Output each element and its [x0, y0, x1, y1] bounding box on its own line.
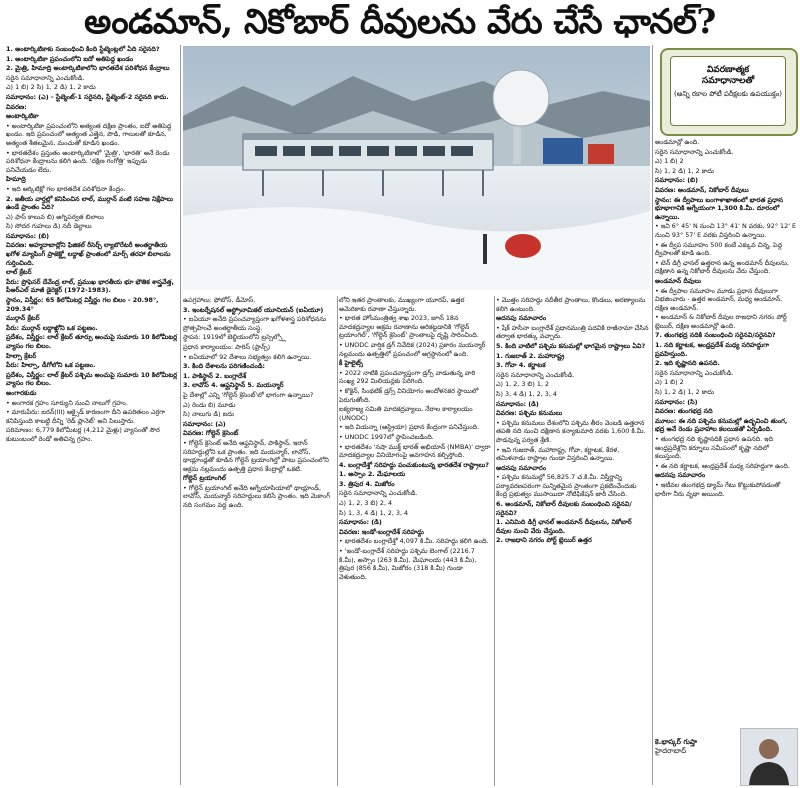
- article-paragraph: సి) 1, 2 డి) 1, 2 కాదు: [655, 166, 714, 175]
- article-paragraph: ఎ) 1, 2, 3 బి) 2, 4: [339, 499, 393, 508]
- article-paragraph: • భారతదేశం బంగ్లాదేశ్తో 4,097 కి.మీ. సరిహద్దు కలిగి ఉంది.: [339, 537, 489, 546]
- article-paragraph: 3. త్రిపుర 4. మిజోరం: [339, 479, 395, 488]
- article-paragraph: 5. కింది వాటిలో పశ్చిమ కనుమల్లో భాగమైన రాష్ట్రాలు ఏవి?: [496, 341, 646, 350]
- article-paragraph: 3. లావోస్ 4. ఆఫ్ఘనిస్థాన్ 5. మయన్మార్: [183, 381, 284, 390]
- article-paragraph: సమాధానం: (సి): [655, 397, 698, 406]
- article-paragraph: సి) 1, 3, 4 డి) 1, 2, 3, 4: [339, 508, 409, 517]
- article-paragraph: లాల్ క్రేటర్: [6, 268, 32, 277]
- article-paragraph: ఎ) 1 బి) 2: [655, 378, 684, 387]
- article-paragraph: • మొత్తం సరిహద్దు నదీతీర ప్రాంతాలు, కొండలు, అరణ్యాలను కలిగి ఉంటుంది.: [496, 296, 646, 313]
- article-paragraph: సరైన సమాధానాన్ని ఎంచుకోండి.: [6, 73, 85, 82]
- article-paragraph: పేరు: హిల్సా, డీగోలోని ఒక పట్టణం.: [6, 361, 96, 370]
- article-paragraph: 1. ఎనిమిది డిగ్రీ ఛానల్ అండమాన్ దీవులను, నికోబార్ దీవుల నుంచి వేరు చేస్తుంది.: [496, 518, 632, 535]
- badge-line-1: వివరణాత్మక: [706, 65, 750, 75]
- article-paragraph: 3. ఇంటర్నేషనల్ ఆస్ట్రోనామికల్ యూనియన్ (ఐఏయూ): [183, 305, 324, 314]
- article-paragraph: • పశ్చిమ కనుమల్లో 56,825.7 చ.కి.మీ. విస్తీర్ణాన్ని పర్యావరణపరంగా సున్నితమైన ప్రాంతంగా ప్రకటించేందుకు కేంద్ర ప్రభుత్వం ముసాయిదా నోటిఫికేషన్ జారీ చేసింది.: [496, 473, 637, 499]
- article-paragraph: 1. గుజరాత్ 2. మహారాష్ట్ర: [496, 351, 565, 360]
- antarctic-station-photo: [183, 46, 650, 290]
- article-paragraph: 3. కింది దేశాలను పరిగణించండి:: [183, 362, 265, 371]
- article-paragraph: • భారతదేశం ప్రస్తుతం అంటార్కిటికాలో 'మైత్రి', 'భారతి' అనే రెండు పరిశోధనా కేంద్రాలను కలిగి ఉంది. 'దక్షిణ గంగోత్రి' ఇప్పుడు పనిచేయడం లేదు.: [6, 148, 170, 174]
- article-paragraph: కీ హైలైట్స్: [339, 359, 363, 368]
- article-paragraph: • ఇటీవల తుంగభద్ర డ్యామ్ గేటు కొట్టుకుపోవడంతో భారీగా నీరు వృథా అయింది.: [655, 480, 781, 498]
- article-paragraph: సరైన సమాధానాన్ని ఎంచుకోండి.: [655, 368, 734, 377]
- author-place: హైదరాబాద్: [655, 747, 687, 755]
- article-paragraph: సమాధానం: (ఎ) - స్టేట్మెంట్-1 సరైనది, స్టేట్మెంట్-2 సరైనది కాదు.: [6, 92, 169, 101]
- article-paragraph: ఎ) 1 బి) 2 సి) 1, 2 డి) 1, 2 కాదు: [6, 83, 96, 92]
- article-paragraph: సరైన సమాధానాన్ని ఎంచుకోండి.: [496, 370, 575, 379]
- article-paragraph: సి) 3, 4 డి) 1, 2, 3, 4: [496, 389, 557, 398]
- column-4: [496, 296, 649, 786]
- article-paragraph: • మారుపేరు: ఐరన్(III) ఆక్సైడ్ కారణంగా దీని ఉపరితలం ఎర్రగా కనిపిస్తుంది కాబట్టి దీన్ని 'రెడ్ ప్లానెట్' అని పిలుస్తారు.: [6, 408, 166, 425]
- article-paragraph: • ఐఏయూ అనేది ప్రపంచవ్యాప్తంగా ఖగోళశాస్త్ర పరిశోధనను ప్రోత్సహించే అంతర్జాతీయ సంస్థ.: [183, 315, 327, 332]
- author-photo: [740, 728, 798, 786]
- article-paragraph: • గోల్డెన్ క్రెసెంట్ అనేది ఆఫ్ఘనిస్థాన్, పాకిస్థాన్, ఇరాన్ సరిహద్దుల్లోని ఒక ప్రాంతం. ఇది మయన్మార్, లావోస్, థాయ్లాండ్లతో కూడిన గోల్డెన్ ట్రయాంగిల్తో పాటు ప్రపంచంలోని అక్రమ నల్లమందు ఉత్పత్తి ప్రధాన కేంద్రాల్లో ఒకటి.: [183, 438, 329, 473]
- article-paragraph: అంటార్కిటికా: [6, 112, 39, 121]
- article-paragraph: • అండమాన్ & నికోబార్ దీవుల రాజధాని నగరం పోర్ట్ బ్లెయిర్, దక్షిణ అండమాన్లో ఉంది.: [655, 313, 787, 330]
- article-paragraph: 3. గోవా 4. కర్ణాటక: [496, 361, 546, 370]
- article-paragraph: సరైన సమాధానాన్ని ఎంచుకోండి.: [339, 489, 418, 498]
- article-paragraph: 6. అండమాన్, నికోబార్ దీవులకు సంబంధించి సరైనవి/సరైనవి?: [496, 500, 632, 517]
- article-paragraph: • 2022 నాటికి ప్రపంచవ్యాప్తంగా డ్రగ్స్ వాడుతున్న వారి సంఖ్య 292 మిలియన్లకు పెరిగింది.: [339, 368, 476, 386]
- article-paragraph: • ఇవి గుజరాత్, మహారాష్ట్ర, గోవా, కర్ణాటక, కేరళ, తమిళనాడు రాష్ట్రాల గుండా విస్తరించి ఉన్నాయి.: [496, 445, 620, 463]
- article-paragraph: పేరు: ముర్గాన్ లద్దాఖ్లోని ఒక పట్టణం.: [6, 323, 98, 332]
- article-paragraph: ప్రధాన కార్యాలయం: పారిస్ (ఫ్రాన్స్): [183, 342, 271, 351]
- article-paragraph: సమాధానం: (డి): [339, 518, 382, 527]
- article-paragraph: సి) 1, 2 డి) 1, 2 కాదు: [655, 388, 714, 397]
- article-paragraph: 2. జతీయ వార్తల్లో కనిపించిన లాల్, ముర్గాన్ వంటి సహజ నిక్షేపాలు ఉండే ప్రాంతం ఏది?: [6, 194, 174, 212]
- article-paragraph: ఎ) రెండు బి) మూడు: [183, 400, 236, 409]
- article-paragraph: ఉపగ్రహాలు: ఫోబోస్, డీమోస్.: [183, 296, 256, 304]
- article-paragraph: మూలం: ఈ నది పశ్చిమ కనుమల్లో ఉద్భవించి తుంగ, భద్ర అనే రెండు ప్రవాహాల కలయికతో ఏర్పడింది.: [655, 416, 788, 434]
- article-paragraph: అదనపు సమాచారం: [496, 463, 547, 472]
- article-paragraph: సి) సోదర గుహలు డి) నదీ డెల్టాలు: [6, 222, 92, 231]
- article-paragraph: సమాధానం: (డి): [496, 399, 539, 408]
- explanation-badge: [660, 48, 798, 136]
- article-paragraph: హిల్సా క్రేటర్: [6, 351, 37, 360]
- article-paragraph: ఎ) 1 బి) 2: [655, 157, 684, 166]
- article-paragraph: సమాధానం: (బి): [6, 231, 50, 240]
- article-paragraph: • భారతదేశం 'నషా ముక్త్ భారత్ అభియాన్ (NMBA)' ద్వారా మాదకద్రవ్యాల వినియోగంపై అవగాహన కల్పిస్తోంది.: [339, 442, 491, 460]
- article-paragraph: పేరు: ప్రొఫెసర్ దేవేంద్ర లాల్, ప్రముఖ భారతీయ భూ భౌతిక శాస్త్రవేత్త, పీఆర్ఎల్ మాజీ డైరెక్టర్ (1972-1983).: [6, 277, 174, 295]
- page-headline: అండమాన్, నికోబార్ దీవులను వేరు చేసే ఛానల్?: [84, 2, 716, 42]
- article-paragraph: • ఈ నది కర్ణాటక, ఆంధ్రప్రదేశ్ మధ్య సరిహద్దుగా ఉంది.: [655, 461, 790, 470]
- article-paragraph: వివరణ: పశ్చిమ కనుమలు: [496, 409, 563, 418]
- article-paragraph: ఎ) 1, 2, 3 బి) 1, 2: [496, 380, 550, 389]
- article-paragraph: • UNODC 1997లో స్థాపించబడింది.: [339, 432, 434, 441]
- article-paragraph: • 'ఇండో-బంగ్లాదేశ్ సరిహద్దు పశ్చిమ బెంగాల్ (2216.7 కి.మీ), అస్సాం (263 కి.మీ), మేఘాలయ (443 కి.మీ), త్రిపుర (856 కి.మీ), మిజోరం (318 కి.మీ) గుండా వెళుతుంది.: [339, 547, 477, 581]
- article-paragraph: • ఐఏయూలో 92 దేశాలు సభ్యత్వం కలిగి ఉన్నాయి.: [183, 352, 312, 361]
- article-paragraph: • భారత హోంమంత్రిత్వ శాఖ 2023, జూన్ 18న మాదకద్రవ్యాల అక్రమ రవాణాను అరికట్టడానికి 'గోల్డెన్ ట్రయాంగిల్', 'గోల్డెన్ క్రెసెంట్' ప్రాంతాలపై దృష్టి సారించింది.: [339, 314, 479, 340]
- article-paragraph: 2. ఇది కృష్ణానది ఉపనది.: [655, 359, 720, 368]
- column-1: [6, 45, 178, 785]
- article-paragraph: పరిమాణం: 6,779 కిలోమీటర్ల (4,212 మైళ్లు) వ్యాసంతో సౌర కుటుంబంలో రెండో అతిచిన్న గ్రహం.: [6, 426, 160, 443]
- article-paragraph: వివరణ: అండమాన్, నికోబార్ దీవులు: [655, 185, 749, 194]
- article-paragraph: • ఇది ఆర్కిటిక్లో గల భారతదేశ పరిశోధనా కేంద్రం.: [6, 184, 126, 193]
- article-paragraph: స్థానం, విస్తీర్ణం: 65 కిలోమీటర్ల విస్తీర్ణం గల బిలం - 20.98°, 209.34°: [6, 296, 159, 313]
- article-paragraph: సమాధానం: (బి): [655, 176, 699, 185]
- column-divider: [337, 296, 338, 786]
- article-paragraph: • అంగారక గ్రహం సూర్యుని నుంచి నాలుగో గ్రహం.: [6, 398, 128, 407]
- article-paragraph: • కొకైన్, సింథటిక్ డ్రగ్స్ వినియోగం ఆందోళనకర స్థాయిలో పెరుగుతోంది.: [339, 386, 479, 404]
- article-paragraph: సమాధానం: (ఎ): [183, 419, 226, 428]
- article-paragraph: వివరణ:: [6, 102, 27, 111]
- column-divider: [652, 45, 653, 785]
- article-paragraph: • ఇవి 6° 45' N నుంచి 13° 41' N వరకు, 92° 12' E నుంచి 93° 57' E వరకు విస్తరించి ఉన్నాయి.: [655, 222, 797, 239]
- article-paragraph: అదనపు సమాచారం: [496, 314, 547, 323]
- article-paragraph: 1. అంటార్కిటికాకు సంబంధించి కింది స్టేట్మెంట్లలో ఏది సరైనది?: [6, 45, 160, 53]
- article-paragraph: • షేక్ హసీనా బంగ్లాదేశ్ ప్రధానమంత్రి పదవికి రాజీనామా చేసిన తర్వాత భారత్కు వచ్చారు.: [496, 323, 649, 341]
- column-5: [655, 138, 797, 723]
- article-paragraph: గోల్డెన్ ట్రయాంగిల్: [183, 474, 226, 483]
- article-paragraph: • UNODC వార్షిక డ్రగ్ నివేదిక (2024) ప్రకారం మయన్మార్ నల్లమందు ఉత్పత్తిలో ప్రపంచంలో అగ్రస్థానంలో ఉంది.: [339, 340, 486, 358]
- article-paragraph: 2. రాజధాని నగరం పోర్ట్ బ్లెయిర్ ఉత్తర: [496, 536, 592, 545]
- badge-line-2: సమాధానాలతో: [701, 76, 755, 86]
- article-paragraph: ప్రదేశం, విస్తీర్ణం: లాల్ క్రేటర్ తూర్పు అంచుపై సుమారు 10 కిలోమీటర్ల వ్యాసం గల బిలం.: [6, 333, 178, 350]
- article-paragraph: • ఈ ద్వీప సమూహం 500 కంటే ఎక్కువ చిన్న, పెద్ద ద్వీపాలతో కూడి ఉంది.: [655, 240, 783, 258]
- column-divider: [494, 296, 495, 786]
- article-paragraph: వివరణ: ఇండో-బంగ్లాదేశ్ సరిహద్దు: [339, 527, 424, 536]
- article-paragraph: వివరణ: తుంగభద్ర నది: [655, 407, 713, 416]
- article-paragraph: ప్రదేశం, విస్తీర్ణం: లాల్ క్రేటర్ పశ్చిమ అంచుపై సుమారు 10 కిలోమీటర్ల వ్యాసం గల బిలం.: [6, 370, 178, 388]
- article-paragraph: • పశ్చిమ కనుమలు దేశంలోని పశ్చిమ తీరం వెంబడి ఉత్తరాన తపతి నది నుంచి దక్షిణాన కన్యాకుమారి వరకు 1,600 కి.మీ. పొడవున్న పర్వత శ్రేణి.: [496, 418, 646, 444]
- article-paragraph: అండమాన్ దీవులు: [655, 276, 702, 285]
- article-paragraph: • అంటార్కిటికా ప్రపంచంలోని అత్యంత దక్షిణ ప్రాంతం, ఐదో అతిపెద్ద ఖండం. ఇది ప్రపంచంలో అత్యంత ఎత్తైన, పొడి, గాలులతో కూడిన, అత్యంత శీతలమైన, మంచుతో కూడిన ఖండం.: [6, 121, 172, 147]
- article-paragraph: వివరణ: గోల్డెన్ క్రెసెంట్: [183, 429, 239, 438]
- column-3: [339, 296, 492, 786]
- article-paragraph: సి) నాలుగు డి) ఐదు: [183, 410, 234, 419]
- article-paragraph: ఎ) ఫాస్ కాలువ బి) అగ్నిపర్వత బిలాలు: [6, 212, 104, 221]
- badge-inner: [670, 56, 786, 126]
- article-paragraph: ముర్గాన్ క్రేటర్: [6, 314, 40, 323]
- article-paragraph: స్థాపన: 1919లో బెల్జియంలోని బ్రస్సెల్స్లో: [183, 333, 286, 342]
- article-paragraph: వివరణ: అహ్మదాబాద్లోని ఫిజికల్ రీసెర్చ్ ల్యాబొరేటరీ అంతర్జాతీయ ఖగోళ మ్యాపింగ్ ప్రాజెక్ట్లో లద్దాఖ్ ప్రాంతంలో మార్స్ తరహా బిలాలను గుర్తించింది.: [6, 241, 171, 267]
- article-paragraph: • టెన్ డిగ్రీ ఛానల్ ఉత్తరాన ఉన్న అండమాన్ దీవులను, దక్షిణాన ఉన్న నికోబార్ దీవులను వేరు చేస్తుంది.: [655, 258, 789, 276]
- article-paragraph: లోని ఇతర ప్రాంతాలకు, ముఖ్యంగా యూరప్, ఉత్తర అమెరికాకు రవాణా చేస్తున్నారు.: [339, 296, 465, 313]
- article-paragraph: • తుంగభద్ర నది కృష్ణానదికి ప్రధాన ఉపనది. ఇది ఆంధ్రప్రదేశ్లోని కర్నూలు సమీపంలో కృష్ణా నదిలో కలుస్తుంది.: [655, 435, 774, 461]
- article-paragraph: 1. నది కర్ణాటక, ఆంధ్రప్రదేశ్ మధ్య సరిహద్దుగా ప్రవహిస్తుంది.: [655, 341, 770, 358]
- article-paragraph: అండమాన్లో ఉంది.: [655, 138, 700, 146]
- article-paragraph: 4. బంగ్లాదేశ్తో సరిహద్దు పంచుకుంటున్న భారతదేశ రాష్ట్రాలు?: [339, 460, 489, 469]
- article-paragraph: అదనపు సమాచారం: [655, 471, 706, 480]
- article-paragraph: 1. అస్సాం 2. మేఘాలయ: [339, 470, 406, 479]
- badge-line-3: (అన్ని రకాల పోటీ పరీక్షలకు ఉపయుక్తం): [674, 90, 782, 98]
- article-paragraph: హిమాద్రి: [6, 175, 26, 184]
- column-2: [183, 296, 335, 786]
- article-paragraph: • ఇది వియన్నా (ఆస్ట్రియా) ప్రధాన కేంద్రంగా పనిచేస్తుంది.: [339, 423, 480, 432]
- article-paragraph: 7. తుంగభద్ర నదికి సంబంధించి సరైనవి/సరైనవి?: [655, 331, 776, 340]
- article-paragraph: 2. మైత్రి, హిమాద్రి అంటార్కిటికాలోని భారతదేశ పరిశోధన కేంద్రాలు: [6, 64, 170, 73]
- article-paragraph: సరైన సమాధానాన్ని ఎంచుకోండి.: [655, 147, 734, 156]
- author-byline: [655, 738, 735, 756]
- article-paragraph: 1. పాకిస్థాన్ 2. బంగ్లాదేశ్: [183, 371, 247, 380]
- article-paragraph: అంగారకుడు: [6, 388, 37, 397]
- article-paragraph: స్థానం: ఈ ద్వీపాలు బంగాళాఖాతంలో భారత ప్రధాన భూభాగానికి ఆగ్నేయంగా 1,300 కి.మీ. దూరంలో ఉన్నాయి.: [655, 195, 784, 221]
- author-name: కె.భాస్కర్ గుప్తా: [655, 738, 698, 746]
- article-paragraph: ఐక్యరాజ్య సమితి మాదకద్రవ్యాలు, నేరాల కార్యాలయం (UNODC): [339, 405, 473, 422]
- column-divider: [180, 45, 181, 785]
- article-paragraph: 1. అంటార్కిటికా ప్రపంచంలోని ఐదో అతిపెద్ద ఖండం: [6, 54, 134, 63]
- article-paragraph: • ఈ ద్వీపాల సమూహం మూడు ప్రధాన దీవులుగా విభజించారు - ఉత్తర అండమాన్, మధ్య అండమాన్, దక్షిణ అండమాన్.: [655, 286, 783, 312]
- article-paragraph: పై దేశాల్లో ఎన్ని 'గోల్డెన్ క్రెసెంట్'లో భాగంగా ఉన్నాయి?: [183, 390, 314, 399]
- article-paragraph: • గోల్డెన్ ట్రయాంగిల్ అనేది ఆగ్నేయాసియాలో థాయ్లాండ్, లావోస్, మయన్మార్ సరిహద్దులు కలిసే ప్రాంతం. ఇది మెకాంగ్ నది సంగమం వద్ద ఉంది.: [183, 483, 330, 510]
